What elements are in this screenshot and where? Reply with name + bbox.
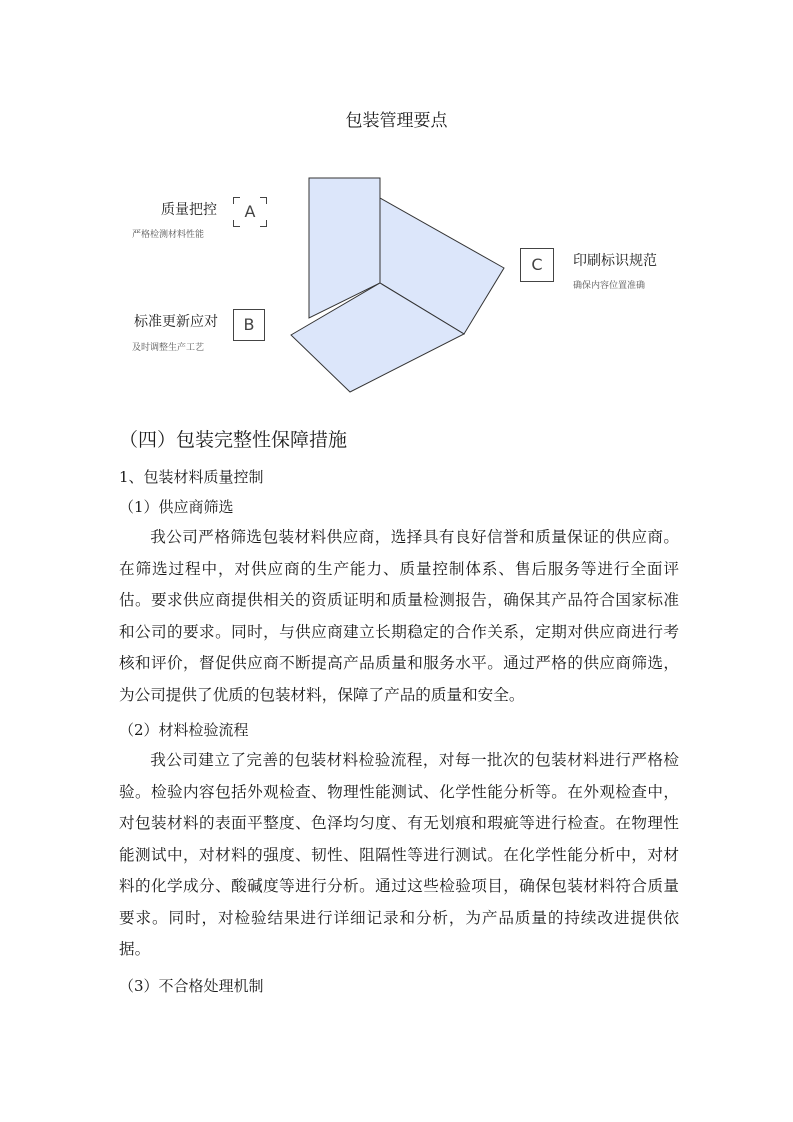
- label-c-title: 印刷标识规范: [573, 253, 657, 269]
- item-heading-2: （2）材料检验流程: [119, 721, 249, 739]
- section-heading: （四）包装完整性保障措施: [119, 429, 348, 451]
- label-b-subtitle: 及时调整生产工艺: [132, 343, 205, 353]
- label-a-title: 质量把控: [161, 202, 217, 218]
- label-b-title: 标准更新应对: [134, 314, 218, 330]
- letter-a: A: [244, 202, 256, 221]
- subsection-heading: 1、包装材料质量控制: [119, 468, 264, 486]
- letter-a-box: [233, 197, 267, 227]
- pinwheel-diagram: [0, 160, 793, 400]
- letter-c-box: C: [520, 248, 554, 282]
- page-title: 包装管理要点: [345, 111, 448, 131]
- paragraph-2: 我公司建立了完善的包装材料检验流程，对每一批次的包装材料进行严格检验。检验内容包括外观检查、物理性能测试、化学性能分析等。在外观检查中，对包装材料的表面平整度、色泽均匀度、有无划痕和瑕疵等进行检查。在物理性能测试中，对材料的强度、韧性、阻隔性等进行测试。在化学性能分析中，对材料的化学成分、酸碱度等进行分析。通过这些检验项目，确保包装材料符合质量要求。同时，对检验结果进行详细记录和分析，为产品质量的持续改进提供依据。: [119, 751, 679, 958]
- label-c-subtitle: 确保内容位置准确: [573, 281, 646, 291]
- item-heading-1: （1）供应商筛选: [119, 498, 234, 516]
- item-heading-3: （3）不合格处理机制: [119, 977, 264, 995]
- letter-b-box: B: [233, 309, 265, 341]
- paragraph-1: 我公司严格筛选包装材料供应商，选择具有良好信誉和质量保证的供应商。在筛选过程中，对供应商的生产能力、质量控制体系、售后服务等进行全面评估。要求供应商提供相关的资质证明和质量检测报告，确保其产品符合国家标准和公司的要求。同时，与供应商建立长期稳定的合作关系，定期对供应商进行考核和评价，督促供应商不断提高产品质量和服务水平。通过严格的供应商筛选，为公司提供了优质的包装材料，保障了产品的质量和安全。: [119, 528, 679, 704]
- label-a-subtitle: 严格检测材料性能: [132, 230, 205, 240]
- diagram-shapes: [291, 178, 504, 392]
